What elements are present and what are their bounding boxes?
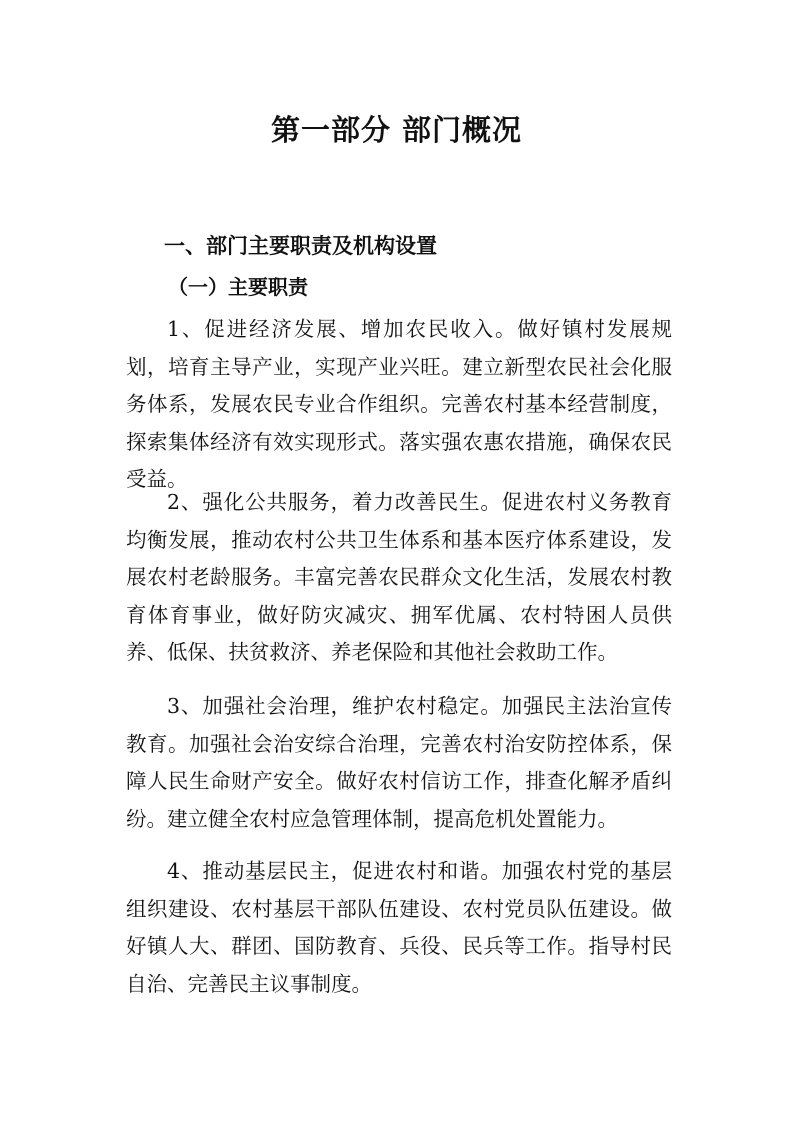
section-heading: 一、部门主要职责及机构设置	[164, 234, 437, 258]
page-title: 第一部分 部门概况	[270, 113, 523, 147]
paragraph-2: 2、强化公共服务，着力改善民生。促进农村义务教育均衡发展，推动农村公共卫生体系和基本医疗体系建设，发展农村老龄服务。丰富完善农民群众文化生活，发展农村教育体育事业，做好防灾减灾、拥军优属、农村特困人员供养、低保、扶贫救济、养老保险和其他社会救助工作。	[126, 490, 672, 664]
paragraph-1: 1、促进经济发展、增加农民收入。做好镇村发展规划，培育主导产业，实现产业兴旺。建立新型农民社会化服务体系，发展农民专业合作组织。完善农村基本经营制度，探索集体经济有效实现形式。落实强农惠农措施，确保农民受益。	[126, 317, 672, 491]
paragraph-4: 4、推动基层民主，促进农村和谐。加强农村党的基层组织建设、农村基层干部队伍建设、农村党员队伍建设。做好镇人大、群团、国防教育、兵役、民兵等工作。指导村民自治、完善民主议事制度。	[126, 859, 672, 996]
sub-heading: （一）主要职责	[168, 275, 308, 299]
paragraph-3: 3、加强社会治理，维护农村稳定。加强民主法治宣传教育。加强社会治安综合治理，完善农村治安防控体系，保障人民生命财产安全。做好农村信访工作，排查化解矛盾纠纷。建立健全农村应急管理体制，提高危机处置能力。	[126, 694, 672, 831]
